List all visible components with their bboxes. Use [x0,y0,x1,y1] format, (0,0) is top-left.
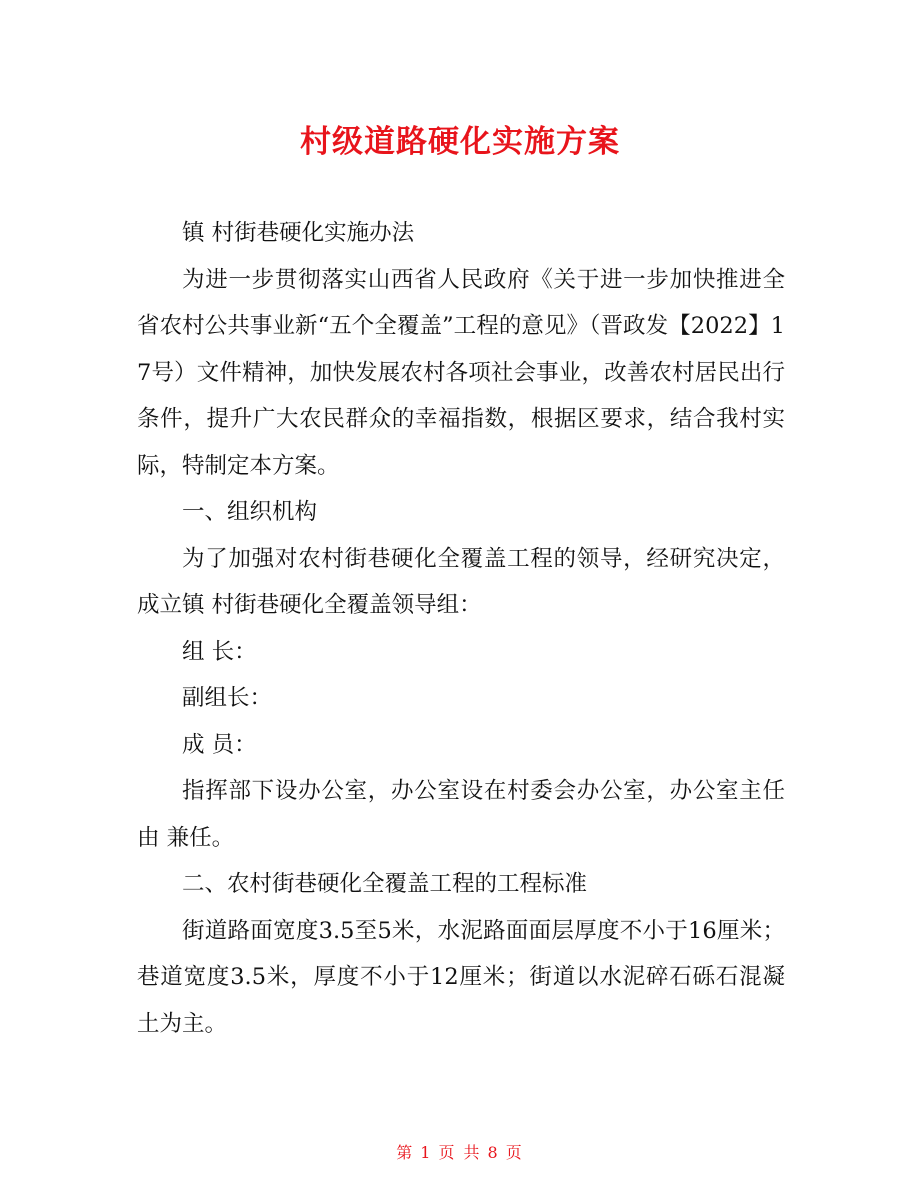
footer-current-page: 1 [420,1143,433,1162]
document-title: 村级道路硬化实施方案 [300,124,620,160]
role-leader: 组 长： [182,638,257,665]
paragraph-office: 指挥部下设办公室，办公室设在村委会办公室，办公室主任由 兼任。 [137,778,785,851]
paragraph-subtitle: 镇 村街巷硬化实施办法 [182,220,415,246]
section-heading-standards: 二、农村街巷硬化全覆盖工程的工程标准 [182,871,588,897]
paragraph-intro: 为进一步贯彻落实山西省人民政府《关于进一步加快推进全省农村公共事业新“五个全覆盖”工程的意见》（晋政发【2022】17号）文件精神，加快发展农村各项社会事业，改善农村居民出行条件，提升广大农民群众的幸福指数，根据区要求，结合我村实际，特制定本方案。 [137,266,785,479]
document-body [137,210,785,1047]
footer-total-pages: 8 [487,1143,500,1162]
section-heading-organization: 一、组织机构 [182,499,318,525]
page-number-footer [0,1140,920,1163]
footer-suffix: 页 [505,1143,524,1162]
footer-middle: 页 共 [438,1143,482,1162]
role-members: 成 员： [182,731,257,758]
footer-prefix: 第 [396,1143,415,1162]
paragraph-leadership: 为了加强对农村街巷硬化全覆盖工程的领导，经研究决定，成立镇 村街巷硬化全覆盖领导组： [137,545,785,618]
role-deputy-leader: 副组长： [182,685,273,711]
paragraph-standards: 街道路面宽度3.5至5米，水泥路面面层厚度不小于16厘米；巷道宽度3.5米，厚度不小于12厘米；街道以水泥碎石砾石混凝土为主。 [137,917,785,1037]
